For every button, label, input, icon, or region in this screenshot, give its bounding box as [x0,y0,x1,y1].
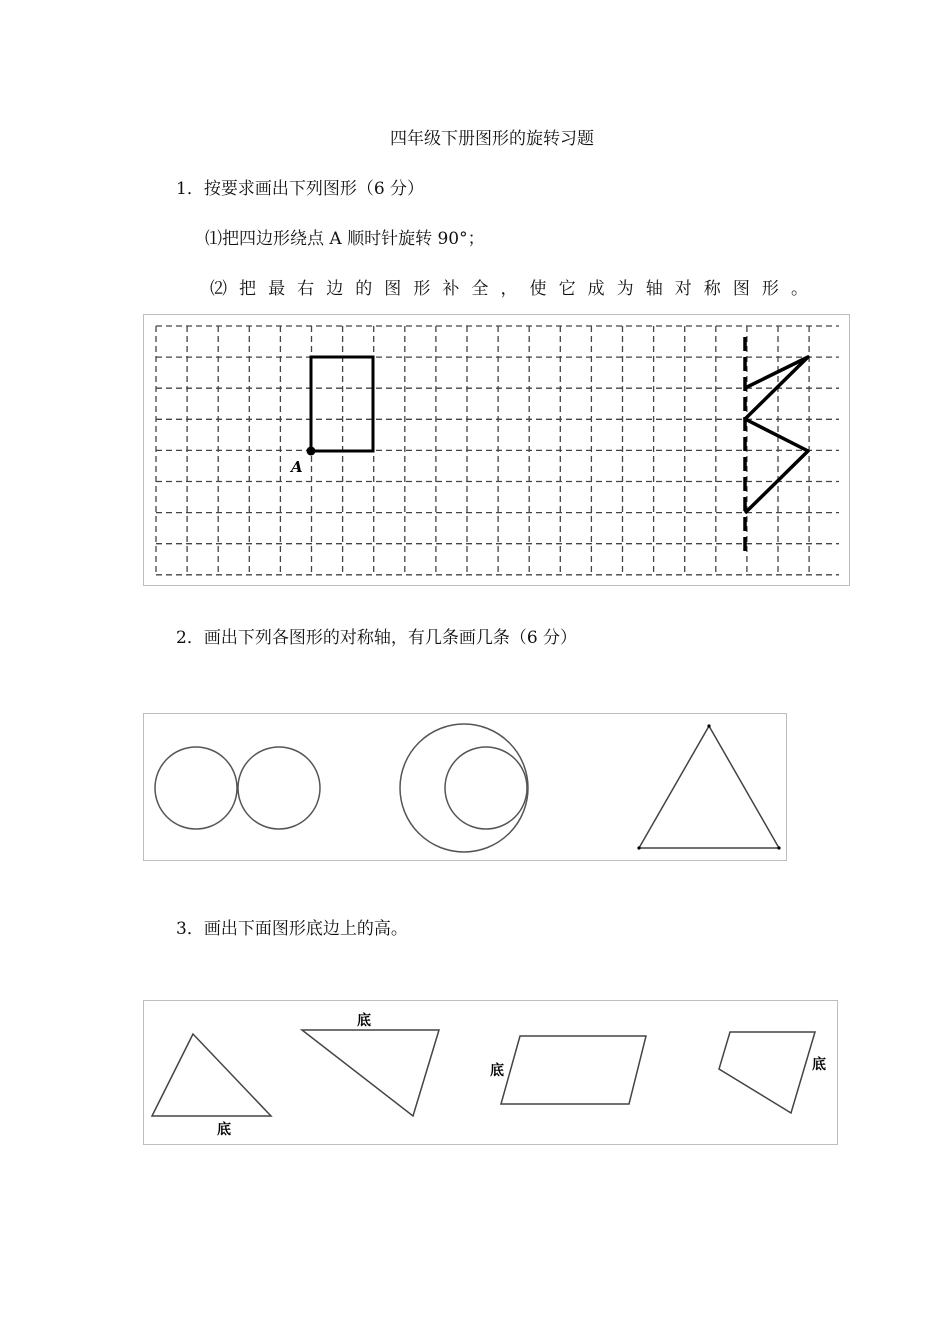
rotation-grid-panel [143,314,850,586]
point-a-label: A [291,458,303,476]
q1-part2-char: 最 [268,279,286,299]
question-1-part-2 [210,278,808,300]
q1-part2-char: 成 [587,279,605,299]
q1-part2-char: 图 [732,279,750,299]
height-shapes-panel [143,1000,838,1145]
q1-part2-char: ⑵ [210,279,227,299]
q1-part2-char: 称 [703,279,721,299]
large-circle [400,724,528,852]
q1-part2-char: 把 [239,279,257,299]
point-a-marker [307,447,316,456]
base-label: 底 [357,1013,371,1029]
q1-part2-char: 它 [558,279,576,299]
q1-part2-char: 为 [616,279,634,299]
symmetry-shapes [144,714,786,860]
question-2-heading: 2．画出下列各图形的对称轴，有几条画几条（6 分） [176,628,578,648]
half-figure [745,357,808,513]
q1-part2-char: 边 [326,279,344,299]
dashed-grid [156,326,839,575]
triangle-vertex [777,846,780,849]
triangle-1 [152,1034,271,1116]
q1-part2-char: ， [500,279,518,299]
triangle-2 [302,1030,439,1116]
q1-part2-char: 。 [790,279,808,299]
trapezoid [719,1032,815,1113]
q1-part2-char: 形 [761,279,779,299]
height-shapes [144,1001,837,1144]
rotation-grid [144,315,849,585]
q1-part2-char: 的 [355,279,373,299]
inner-circle [445,747,527,829]
q1-part2-char: 形 [413,279,431,299]
q1-part2-char: 使 [529,279,547,299]
equilateral-triangle [639,726,779,848]
base-label: 底 [490,1063,504,1079]
q1-part2-char: 全 [471,279,489,299]
symmetry-shapes-panel [143,713,787,861]
left-circle-2 [238,747,320,829]
left-circle-1 [155,747,237,829]
question-3-heading: 3．画出下面图形底边上的高。 [176,919,408,939]
q1-part2-char: 右 [297,279,315,299]
parallelogram [501,1036,646,1104]
base-label: 底 [217,1122,231,1138]
triangle-vertex [637,846,640,849]
q1-part2-char: 补 [442,279,460,299]
q1-part2-char: 对 [674,279,692,299]
question-1-part-1: ⑴把四边形绕点 A 顺时针旋转 90°； [205,229,485,249]
base-label: 底 [812,1057,826,1073]
q1-part2-char: 图 [384,279,402,299]
page-title: 四年级下册图形的旋转习题 [390,129,594,149]
q1-part2-char: 轴 [645,279,663,299]
triangle-vertex [707,724,710,727]
question-1-heading: 1．按要求画出下列图形（6 分） [176,179,425,199]
